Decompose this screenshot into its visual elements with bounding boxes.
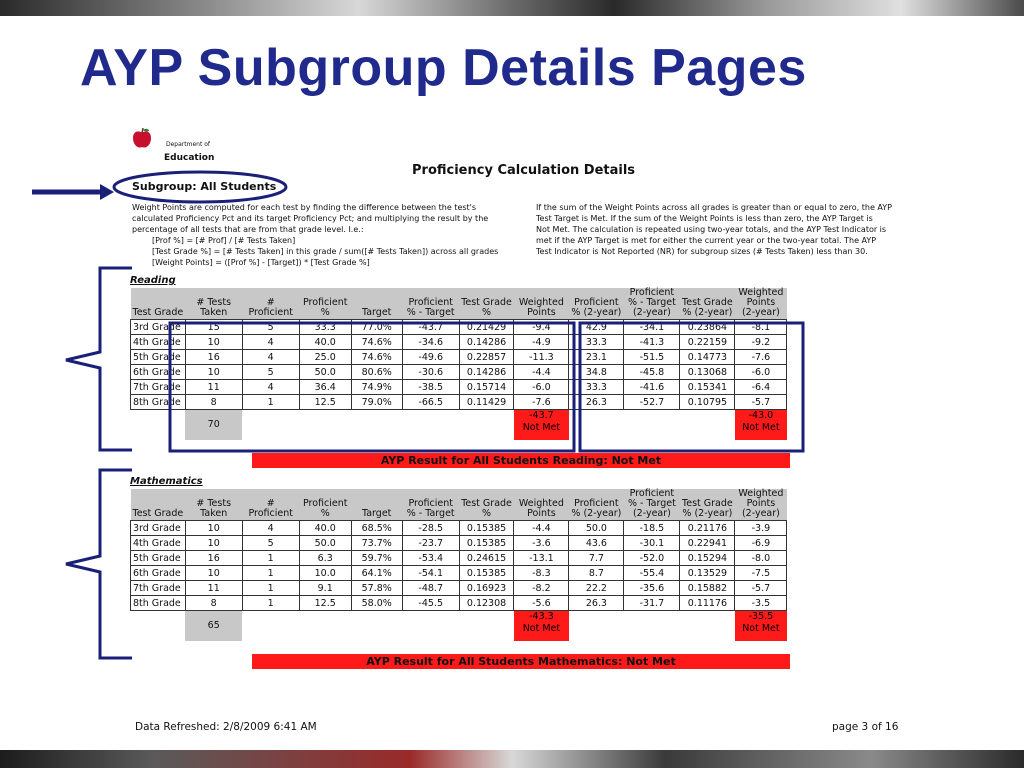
table-cell: 11 [185,380,242,395]
table-cell: -8.1 [735,320,787,335]
reading-result-bar: AYP Result for All Students Reading: Not Met [252,453,790,468]
column-header-line: % (2-year) [682,508,733,519]
explanation-line: Weight Points are computed for each test by finding the difference between the test's [132,203,477,212]
table-cell: 22.2 [569,581,624,596]
table-cell: 5th Grade [131,350,186,365]
column-header-line: % (2-year) [571,508,622,519]
table-cell: 0.15385 [459,566,514,581]
table-cell: 5 [242,536,299,551]
table-cell: 12.5 [299,395,351,410]
explanation-line: calculated Proficiency Pct and its target Proficiency Pct; and multiplying the result by the [132,214,489,223]
column-header-line: Test Grade [682,297,733,308]
table-cell: -53.4 [402,551,459,566]
column-header-line: Proficient [408,297,453,308]
total-points-2yr-cell-text: Not Met [742,422,780,433]
table-cell: 6th Grade [131,365,186,380]
table-cell: 6th Grade [131,566,186,581]
column-header-line: Proficient [629,287,675,298]
column-header-line: % - Target [627,498,676,509]
table-cell: 0.13068 [680,365,735,380]
table-cell: 0.22857 [459,350,514,365]
table-cell: 10 [185,335,242,350]
column-header-line: (2-year) [632,307,671,318]
mathematics-result-bar: AYP Result for All Students Mathematics: Not Met [252,654,790,669]
column-header-line: Proficient [248,307,293,318]
column-header-line: Proficient [574,297,619,308]
table-cell: -18.5 [624,521,680,536]
page-number: page 3 of 16 [832,721,899,733]
table-cell: 59.7% [351,551,402,566]
column-header-line: (2-year) [741,307,780,318]
column-header-line: # Tests [196,297,232,308]
column-header-line: % (2-year) [571,307,622,318]
column-header-line: # [266,297,275,308]
table-cell: 0.15714 [459,380,514,395]
table-cell: 0.16923 [459,581,514,596]
table-cell: 0.10795 [680,395,735,410]
table-cell: -4.9 [514,335,569,350]
table-cell: -4.4 [514,365,569,380]
table-cell: -43.7 [402,320,459,335]
table-cell: 0.21429 [459,320,514,335]
table-cell: 0.11429 [459,395,514,410]
table-cell: 73.7% [351,536,402,551]
table-cell: 26.3 [569,596,624,611]
table-cell: 0.15882 [680,581,735,596]
column-header-line: Proficient [302,297,348,308]
subgroup-highlight-ellipse [114,172,286,202]
table-cell: -30.6 [402,365,459,380]
column-header-line: Target [362,307,392,318]
table-cell: 10.0 [299,566,351,581]
table-cell: -8.3 [514,566,569,581]
total-points-cell-text: -43.3 [529,611,554,622]
table-cell: -49.6 [402,350,459,365]
table-cell: 42.9 [569,320,624,335]
total-points-cell-text: Not Met [522,623,561,634]
column-header-line: % (2-year) [682,307,733,318]
table-cell: -41.6 [624,380,680,395]
explanation-line: If the sum of the Weight Points across all grades is greater than or equal to zero, the AYP [536,203,892,212]
table-cell: 3rd Grade [131,521,186,536]
table-cell: -11.3 [514,350,569,365]
column-header-line: Taken [200,307,228,318]
table-cell: 36.4 [299,380,351,395]
table-cell: 0.15294 [680,551,735,566]
table-cell: 8th Grade [131,596,186,611]
table-cell: 0.21176 [680,521,735,536]
column-header-line: Target [362,508,392,519]
total-points-2yr-cell-text: -35.5 [748,611,774,622]
table-cell: 4 [242,335,299,350]
table-cell: 77.0% [351,320,402,335]
table-cell: -3.6 [514,536,569,551]
column-header-line: % [482,307,492,318]
data-refreshed: Data Refreshed: 2/8/2009 6:41 AM [135,721,317,733]
table-cell: -6.9 [735,536,787,551]
table-cell: -52.0 [624,551,680,566]
formula-line: [Test Grade %] = [# Tests Taken] in this grade / sum([# Tests Taken]) across all grades [152,247,499,256]
explanation-line: Test Target is Met. If the sum of the Weight Points is less than zero, the AYP Target is [536,214,873,223]
table-cell: -52.7 [624,395,680,410]
table-cell: 10 [185,566,242,581]
table-cell: 34.8 [569,365,624,380]
column-header-line: Weighted [518,498,564,509]
total-tests-cell-text: 65 [207,620,220,632]
table-cell: -41.3 [624,335,680,350]
table-cell: 64.1% [351,566,402,581]
table-cell: 80.6% [351,365,402,380]
table-cell: 5th Grade [131,551,186,566]
logo-department-text: Department of [166,141,210,148]
explanation-line: Not Met. The calculation is repeated using two-year totals, and the AYP Test Indicator is [536,225,887,234]
table-cell: -9.4 [514,320,569,335]
column-header-line: Test Grade [461,297,512,308]
table-cell: -35.6 [624,581,680,596]
table-cell: 4th Grade [131,536,186,551]
column-header-line: Proficient [629,488,675,499]
table-cell: -6.0 [735,365,787,380]
table-cell: 50.0 [569,521,624,536]
table-cell: 79.0% [351,395,402,410]
column-header-line: Weighted [738,287,784,298]
table-cell: -7.6 [514,395,569,410]
table-cell: 33.3 [569,335,624,350]
table-cell: 10 [185,536,242,551]
explanation-line: met if the AYP Target is met for either the current year or the two-year total. The AYP [536,236,877,245]
table-cell: 0.12308 [459,596,514,611]
table-cell: 10 [185,365,242,380]
table-cell: -7.5 [735,566,787,581]
table-cell: 57.8% [351,581,402,596]
table-cell: 1 [242,596,299,611]
column-header-line: Points [746,498,776,509]
report-title: Proficiency Calculation Details [412,163,636,178]
table-cell: 43.6 [569,536,624,551]
table-cell: 5 [242,320,299,335]
table-cell: 8 [185,395,242,410]
table-cell: -5.7 [735,395,787,410]
table-cell: 3rd Grade [131,320,186,335]
column-header-line: (2-year) [741,508,780,519]
table-cell: 23.1 [569,350,624,365]
column-header-line: # [266,498,275,509]
table-cell: 11 [185,581,242,596]
table-cell: 0.22941 [680,536,735,551]
column-header-line: % [320,307,330,318]
column-header-line: % [482,508,492,519]
table-cell: 0.14773 [680,350,735,365]
table-cell: 4 [242,521,299,536]
current-year-highlight-box [170,323,574,451]
table-cell: 40.0 [299,335,351,350]
table-cell: 0.15385 [459,536,514,551]
table-cell: 0.22159 [680,335,735,350]
column-header-line: # Tests [196,498,232,509]
mathematics-bracket [66,470,132,658]
table-cell: 1 [242,551,299,566]
column-header-line: Points [746,297,776,308]
table-cell: 0.14286 [459,365,514,380]
table-cell: -13.1 [514,551,569,566]
table-cell: 25.0 [299,350,351,365]
column-header-line: % - Target [627,297,676,308]
table-cell: 1 [242,566,299,581]
column-header-line: Points [527,307,556,318]
bottom-decorative-band [0,750,1024,768]
table-cell: -51.5 [624,350,680,365]
explanation-line: Test Indicator is Not Reported (NR) for subgroup sizes (# Tests Taken) less than 30. [536,247,868,256]
table-cell: 9.1 [299,581,351,596]
column-header-line: Taken [200,508,228,519]
mathematics-section-label: Mathematics [130,476,203,487]
table-cell: 8 [185,596,242,611]
table-cell: -5.7 [735,581,787,596]
table-cell: -31.7 [624,596,680,611]
slide-title: AYP Subgroup Details Pages [80,39,807,97]
column-header-line: % - Target [406,508,455,519]
table-cell: -45.8 [624,365,680,380]
table-cell: 16 [185,551,242,566]
table-cell: 1 [242,581,299,596]
table-cell: -6.4 [735,380,787,395]
table-cell: 0.15341 [680,380,735,395]
table-cell: -38.5 [402,380,459,395]
column-header-line: Proficient [408,498,453,509]
column-header-line: Points [527,508,556,519]
explanation-line: percentage of all tests that are from that grade level. I.e.: [132,225,364,234]
table-cell: 0.24615 [459,551,514,566]
table-cell: 10 [185,521,242,536]
reading-bracket [66,268,132,450]
table-cell: 7.7 [569,551,624,566]
reading-section-label: Reading [130,275,176,286]
pointer-arrow-icon [32,184,114,200]
total-points-2yr-cell-text: -43.0 [748,410,774,421]
table-cell: -55.4 [624,566,680,581]
table-cell: 68.5% [351,521,402,536]
table-cell: 0.14286 [459,335,514,350]
formula-line: [Weight Points] = ([Prof %] - [Target]) * [Test Grade %] [152,258,370,267]
table-cell: 74.6% [351,335,402,350]
table-cell: -54.1 [402,566,459,581]
column-header-line: Test Grade [132,307,184,318]
column-header-line: Proficient [574,498,619,509]
column-header-line: % - Target [406,307,455,318]
column-header-line: Weighted [738,488,784,499]
column-header-line: Test Grade [682,498,733,509]
column-header-line: % [320,508,330,519]
table-cell: -34.6 [402,335,459,350]
table-cell: 0.13529 [680,566,735,581]
column-header-line: Test Grade [461,498,512,509]
total-points-cell-text: Not Met [522,422,561,433]
table-cell: -48.7 [402,581,459,596]
table-cell: -8.0 [735,551,787,566]
table-cell: 6.3 [299,551,351,566]
table-cell: -4.4 [514,521,569,536]
table-cell: 74.9% [351,380,402,395]
table-cell: 33.3 [299,320,351,335]
table-cell: -3.9 [735,521,787,536]
table-cell: 40.0 [299,521,351,536]
table-cell: 15 [185,320,242,335]
table-cell: 7th Grade [131,581,186,596]
total-tests-cell-text: 70 [207,419,220,431]
table-cell: -7.6 [735,350,787,365]
column-header-line: Proficient [302,498,348,509]
table-cell: 26.3 [569,395,624,410]
table-cell: 74.6% [351,350,402,365]
table-cell: 16 [185,350,242,365]
table-cell: 1 [242,395,299,410]
table-cell: -45.5 [402,596,459,611]
table-cell: 8th Grade [131,395,186,410]
table-cell: 5 [242,365,299,380]
table-cell: -9.2 [735,335,787,350]
table-cell: 33.3 [569,380,624,395]
table-cell: -8.2 [514,581,569,596]
table-cell: 4 [242,380,299,395]
table-cell: -66.5 [402,395,459,410]
table-cell: 4th Grade [131,335,186,350]
table-cell: -23.7 [402,536,459,551]
column-header-line: Proficient [248,508,293,519]
table-cell: -5.6 [514,596,569,611]
subgroup-label: Subgroup: All Students [132,180,277,193]
total-points-cell-text: -43.7 [529,410,554,421]
formula-line: [Prof %] = [# Prof] / [# Tests Taken] [152,236,296,245]
total-points-2yr-cell-text: Not Met [742,623,780,634]
table-cell: -6.0 [514,380,569,395]
logo-education-text: Education [164,153,215,163]
table-cell: -28.5 [402,521,459,536]
two-year-highlight-box [580,323,803,451]
table-cell: 4 [242,350,299,365]
column-header-line: Test Grade [132,508,184,519]
table-cell: -34.1 [624,320,680,335]
table-cell: 50.0 [299,365,351,380]
column-header-line: Weighted [518,297,564,308]
table-cell: 50.0 [299,536,351,551]
table-cell: 0.23864 [680,320,735,335]
table-cell: 58.0% [351,596,402,611]
table-cell: 8.7 [569,566,624,581]
table-cell: 0.15385 [459,521,514,536]
table-cell: 7th Grade [131,380,186,395]
table-cell: 12.5 [299,596,351,611]
table-cell: -30.1 [624,536,680,551]
table-cell: 0.11176 [680,596,735,611]
table-cell: -3.5 [735,596,787,611]
column-header-line: (2-year) [632,508,671,519]
